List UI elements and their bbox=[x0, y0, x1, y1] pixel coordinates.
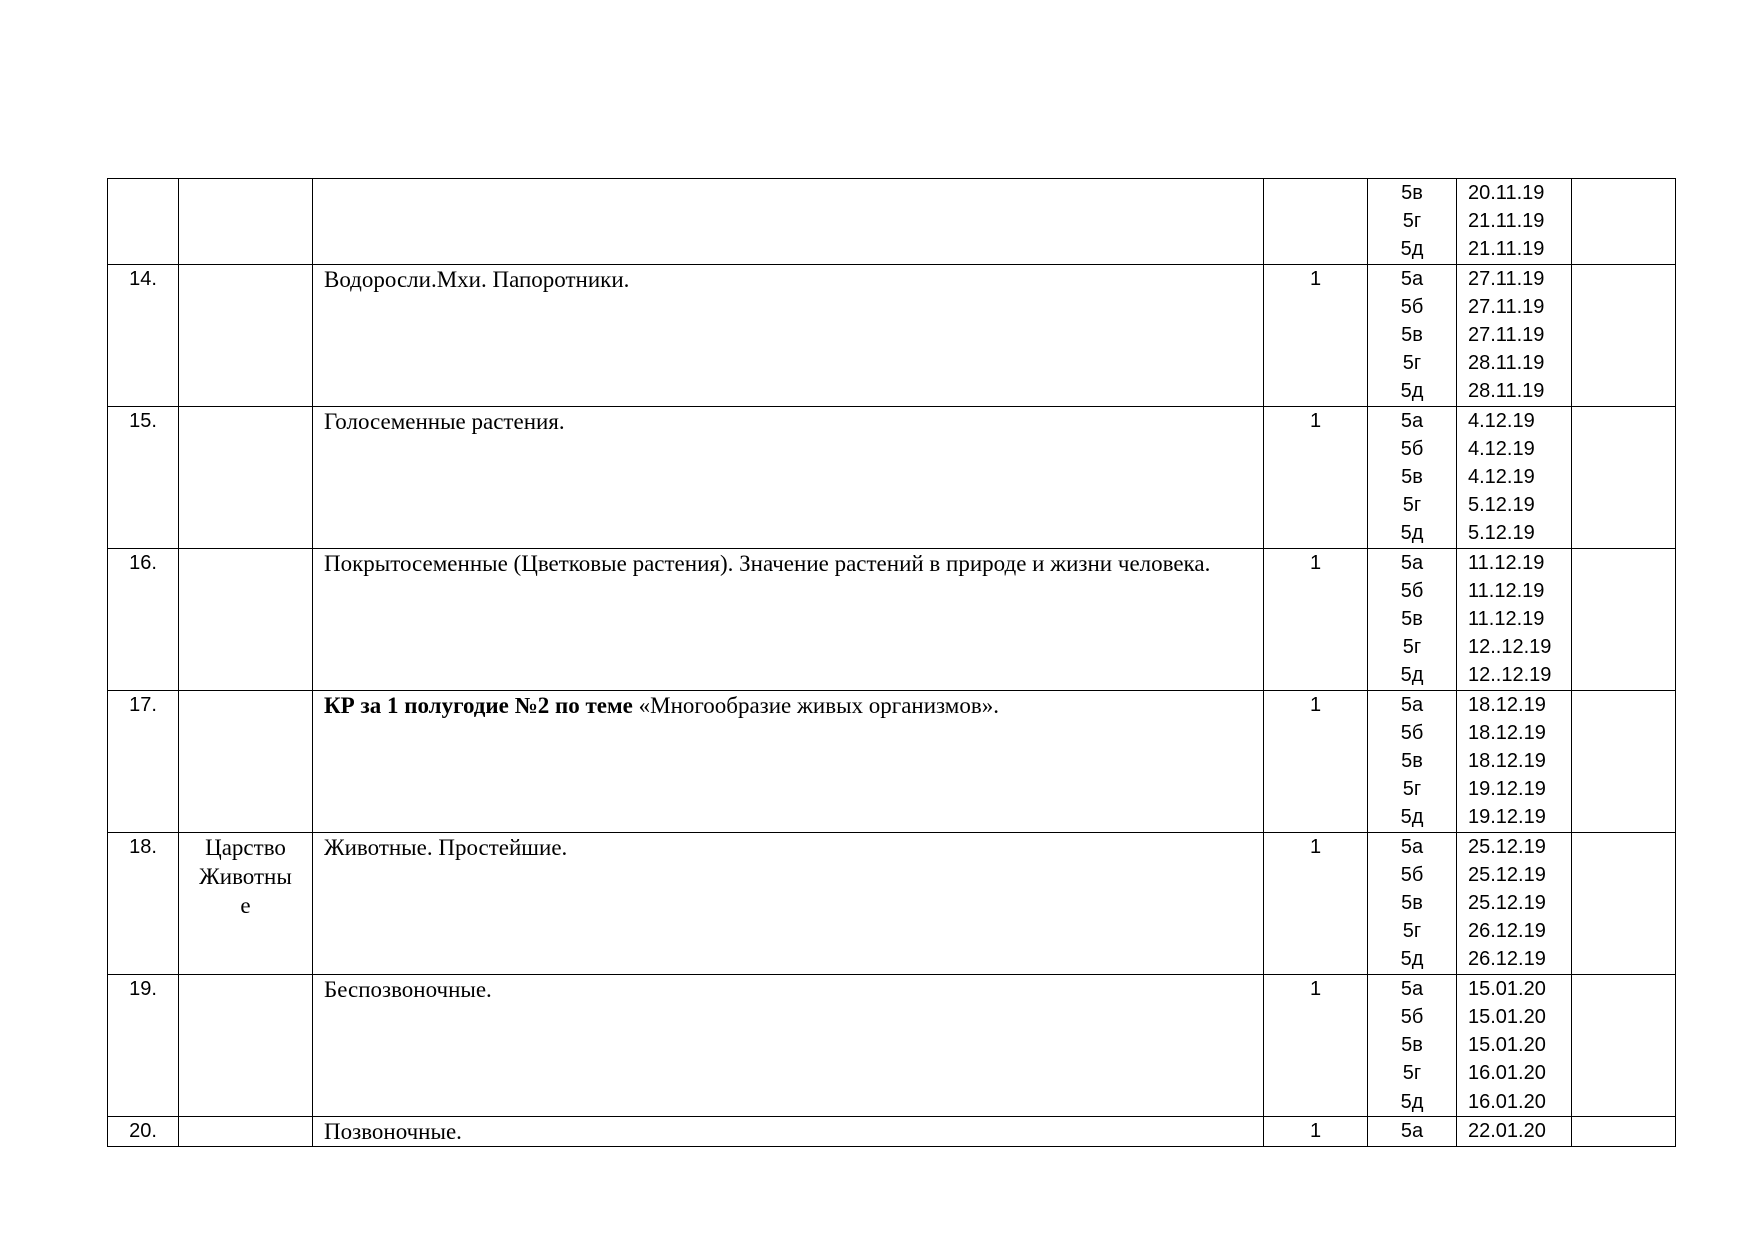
class-label: 5в bbox=[1401, 750, 1423, 773]
lesson-number: 14. bbox=[129, 267, 157, 290]
class-label: 5в bbox=[1401, 324, 1423, 347]
hours-value: 1 bbox=[1309, 835, 1322, 858]
actual-date-cell bbox=[1572, 406, 1676, 548]
lesson-topic: «Многообразие живых организмов». bbox=[632, 692, 999, 718]
class-label: 5а bbox=[1400, 693, 1424, 716]
table-row bbox=[108, 548, 1676, 690]
lesson-topic: Покрытосеменные (Цветковые растения). Значение растений в природе и жизни человека. bbox=[324, 550, 1211, 576]
class-label: 5д bbox=[1400, 238, 1424, 261]
class-label: 5г bbox=[1402, 636, 1422, 659]
class-label: 5г bbox=[1402, 1062, 1422, 1085]
lesson-number-cell bbox=[108, 406, 179, 548]
planned-date: 5.12.19 bbox=[1468, 494, 1535, 517]
table-body bbox=[108, 179, 1676, 1147]
hours-value: 1 bbox=[1309, 267, 1322, 290]
table-row bbox=[108, 406, 1676, 548]
planned-date: 16.01.20 bbox=[1468, 1062, 1546, 1085]
lesson-topic-bold: КР за 1 полугодие №2 по теме bbox=[324, 692, 633, 718]
planned-date: 4.12.19 bbox=[1468, 466, 1535, 489]
table-row bbox=[108, 264, 1676, 406]
class-label: 5д bbox=[1400, 948, 1424, 971]
planned-date: 15.01.20 bbox=[1468, 1034, 1546, 1057]
planned-date: 15.01.20 bbox=[1468, 1005, 1546, 1028]
class-cell bbox=[1368, 179, 1457, 265]
date-cell bbox=[1457, 179, 1572, 265]
hours-cell bbox=[1264, 548, 1368, 690]
class-label: 5в bbox=[1401, 1034, 1423, 1057]
hours-value: 1 bbox=[1309, 977, 1322, 1000]
planned-date: 11.12.19 bbox=[1468, 579, 1545, 602]
lesson-number-cell bbox=[108, 548, 179, 690]
planned-date: 19.12.19 bbox=[1468, 806, 1546, 829]
planned-date: 26.12.19 bbox=[1468, 948, 1546, 971]
lesson-number: 15. bbox=[129, 409, 157, 432]
actual-date-cell bbox=[1572, 264, 1676, 406]
class-label: 5д bbox=[1400, 806, 1424, 829]
class-label: 5д bbox=[1400, 1090, 1424, 1113]
actual-date-cell bbox=[1572, 974, 1676, 1116]
lesson-plan-table bbox=[107, 178, 1676, 1147]
lesson-topic: Позвоночные. bbox=[324, 1118, 462, 1144]
class-label: 5г bbox=[1402, 210, 1422, 233]
table-row bbox=[108, 832, 1676, 974]
section-cell bbox=[179, 1116, 313, 1146]
lesson-number: 19. bbox=[129, 977, 157, 1000]
lesson-number-cell bbox=[108, 690, 179, 832]
lesson-topic-cell bbox=[313, 1116, 1264, 1146]
planned-date: 22.01.20 bbox=[1468, 1119, 1546, 1142]
planned-date: 25.12.19 bbox=[1468, 892, 1546, 915]
planned-date: 4.12.19 bbox=[1468, 409, 1535, 432]
class-label: 5а bbox=[1400, 551, 1424, 574]
section-cell bbox=[179, 264, 313, 406]
class-label: 5д bbox=[1400, 664, 1424, 687]
table-row bbox=[108, 179, 1676, 265]
lesson-number: 16. bbox=[129, 551, 157, 574]
hours-cell bbox=[1264, 1116, 1368, 1146]
class-cell bbox=[1368, 832, 1457, 974]
planned-date: 21.11.19 bbox=[1468, 238, 1545, 261]
class-label: 5г bbox=[1402, 352, 1422, 375]
section-cell bbox=[179, 548, 313, 690]
class-label: 5а bbox=[1400, 835, 1424, 858]
date-cell bbox=[1457, 690, 1572, 832]
actual-date-cell bbox=[1572, 548, 1676, 690]
planned-date: 18.12.19 bbox=[1468, 693, 1546, 716]
class-label: 5г bbox=[1402, 778, 1422, 801]
hours-cell bbox=[1264, 832, 1368, 974]
planned-date: 26.12.19 bbox=[1468, 920, 1546, 943]
lesson-number-cell bbox=[108, 1116, 179, 1146]
hours-cell bbox=[1264, 690, 1368, 832]
actual-date-cell bbox=[1572, 179, 1676, 265]
class-label: 5в bbox=[1401, 466, 1423, 489]
lesson-topic-cell bbox=[313, 179, 1264, 265]
lesson-topic: Животные. Простейшие. bbox=[324, 834, 568, 860]
class-label: 5а bbox=[1400, 1119, 1424, 1142]
lesson-topic-cell bbox=[313, 548, 1264, 690]
class-cell bbox=[1368, 264, 1457, 406]
section-title-line: Животны bbox=[199, 863, 292, 889]
class-label: 5в bbox=[1401, 892, 1423, 915]
hours-cell bbox=[1264, 264, 1368, 406]
table-row bbox=[108, 974, 1676, 1116]
class-label: 5б bbox=[1400, 1005, 1424, 1028]
class-label: 5в bbox=[1401, 608, 1423, 631]
planned-date: 25.12.19 bbox=[1468, 835, 1546, 858]
date-cell bbox=[1457, 548, 1572, 690]
planned-date: 12..12.19 bbox=[1468, 636, 1552, 659]
hours-value: 1 bbox=[1309, 1119, 1322, 1142]
class-label: 5в bbox=[1401, 182, 1423, 204]
class-cell bbox=[1368, 690, 1457, 832]
lesson-topic-cell bbox=[313, 406, 1264, 548]
class-label: 5б bbox=[1400, 721, 1424, 744]
actual-date-cell bbox=[1572, 1116, 1676, 1146]
planned-date: 4.12.19 bbox=[1468, 437, 1535, 460]
section-cell bbox=[179, 690, 313, 832]
date-cell bbox=[1457, 1116, 1572, 1146]
lesson-number-cell bbox=[108, 974, 179, 1116]
lesson-topic: Водоросли.Мхи. Папоротники. bbox=[324, 266, 630, 292]
lesson-number-cell bbox=[108, 832, 179, 974]
section-cell bbox=[179, 406, 313, 548]
actual-date-cell bbox=[1572, 832, 1676, 974]
table-row bbox=[108, 1116, 1676, 1146]
planned-date: 11.12.19 bbox=[1468, 608, 1545, 631]
class-label: 5д bbox=[1400, 522, 1424, 545]
actual-date-cell bbox=[1572, 690, 1676, 832]
planned-date: 27.11.19 bbox=[1468, 267, 1545, 290]
lesson-number: 18. bbox=[129, 835, 157, 858]
lesson-number-cell bbox=[108, 179, 179, 265]
class-label: 5г bbox=[1402, 494, 1422, 517]
table-row bbox=[108, 690, 1676, 832]
class-label: 5г bbox=[1402, 920, 1422, 943]
section-title-line: е bbox=[240, 892, 251, 918]
planned-date: 12..12.19 bbox=[1468, 664, 1552, 687]
planned-date: 15.01.20 bbox=[1468, 977, 1546, 1000]
class-label: 5д bbox=[1400, 380, 1424, 403]
hours-cell bbox=[1264, 179, 1368, 265]
planned-date: 16.01.20 bbox=[1468, 1090, 1546, 1113]
class-label: 5б bbox=[1400, 579, 1424, 602]
lesson-topic-cell bbox=[313, 264, 1264, 406]
lesson-topic-cell bbox=[313, 974, 1264, 1116]
planned-date: 27.11.19 bbox=[1468, 324, 1545, 347]
class-label: 5б bbox=[1400, 437, 1424, 460]
hours-cell bbox=[1264, 974, 1368, 1116]
planned-date: 28.11.19 bbox=[1468, 352, 1545, 375]
planned-date: 18.12.19 bbox=[1468, 750, 1546, 773]
planned-date: 20.11.19 bbox=[1468, 182, 1545, 204]
section-cell bbox=[179, 974, 313, 1116]
planned-date: 28.11.19 bbox=[1468, 380, 1545, 403]
hours-value: 1 bbox=[1309, 409, 1322, 432]
class-cell bbox=[1368, 974, 1457, 1116]
lesson-topic-cell bbox=[313, 690, 1264, 832]
lesson-topic-cell bbox=[313, 832, 1264, 974]
planned-date: 11.12.19 bbox=[1468, 551, 1545, 574]
class-label: 5б bbox=[1400, 863, 1424, 886]
date-cell bbox=[1457, 406, 1572, 548]
class-cell bbox=[1368, 406, 1457, 548]
class-cell bbox=[1368, 1116, 1457, 1146]
planned-date: 21.11.19 bbox=[1468, 210, 1545, 233]
lesson-topic: Голосеменные растения. bbox=[324, 408, 565, 434]
class-label: 5б bbox=[1400, 295, 1424, 318]
date-cell bbox=[1457, 832, 1572, 974]
hours-value: 1 bbox=[1309, 693, 1322, 716]
lesson-number: 20. bbox=[129, 1119, 157, 1142]
hours-cell bbox=[1264, 406, 1368, 548]
hours-value: 1 bbox=[1309, 551, 1322, 574]
planned-date: 19.12.19 bbox=[1468, 778, 1546, 801]
date-cell bbox=[1457, 264, 1572, 406]
planned-date: 18.12.19 bbox=[1468, 721, 1546, 744]
section-cell bbox=[179, 179, 313, 265]
class-label: 5а bbox=[1400, 267, 1424, 290]
planned-date: 27.11.19 bbox=[1468, 295, 1545, 318]
class-cell bbox=[1368, 548, 1457, 690]
lesson-topic: Беспозвоночные. bbox=[324, 976, 492, 1002]
section-cell bbox=[179, 832, 313, 974]
date-cell bbox=[1457, 974, 1572, 1116]
planned-date: 25.12.19 bbox=[1468, 863, 1546, 886]
class-label: 5а bbox=[1400, 409, 1424, 432]
planned-date: 5.12.19 bbox=[1468, 522, 1535, 545]
lesson-number-cell bbox=[108, 264, 179, 406]
class-label: 5а bbox=[1400, 977, 1424, 1000]
section-title-line: Царство bbox=[205, 834, 286, 860]
lesson-number: 17. bbox=[129, 693, 157, 716]
